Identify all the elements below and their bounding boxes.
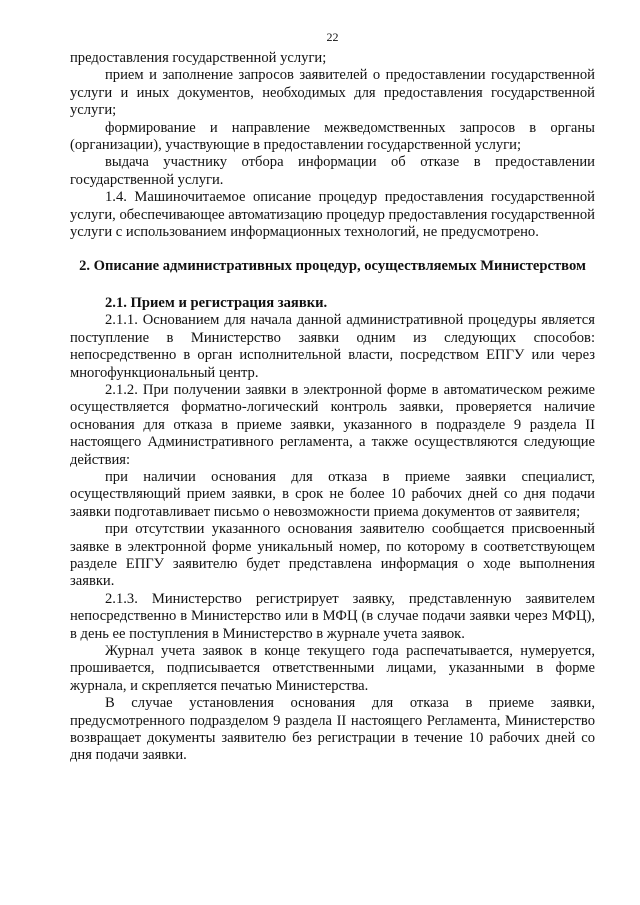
paragraph-clause-2-1-1: 2.1.1. Основанием для начала данной административной процедуры является поступление в Министерство заявки одним из следующих способов: непосредственно в орган исполнительной власти, посредством ЕПГУ или через многофункциональный центр. <box>70 312 595 381</box>
paragraph-refusal: В случае установления основания для отказа в приеме заявки, предусмотренного подразделом 9 раздела II настоящего Регламента, Министерство возвращает документы заявителю без регистрации в течение 10 рабочих дней со дня подачи заявки. <box>70 695 595 764</box>
paragraph-list-item: формирование и направление межведомственных запросов в органы (организации), участвующие в предоставлении государственной услуги; <box>70 119 595 154</box>
paragraph-clause-2-1-3: 2.1.3. Министерство регистрирует заявку, представленную заявителем непосредственно в Министерство или в МФЦ (в случае подачи заявки через МФЦ), в день ее поступления в Министерство в журнале учета заявок. <box>70 590 595 642</box>
paragraph-list-item: при наличии основания для отказа в приеме заявки специалист, осуществляющий прием заявки, в срок не более 10 рабочих дней со дня подачи заявки подготавливает письмо о невозможности приема документов от заявителя; <box>70 468 595 520</box>
paragraph-list-item: прием и заполнение запросов заявителей о предоставлении государственной услуги и иных документов, необходимых для предоставления государственной услуги; <box>70 67 595 119</box>
paragraph-list-item: выдача участнику отбора информации об отказе в предоставлении государственной услуги. <box>70 154 595 188</box>
paragraph-clause-1-4: 1.4. Машиночитаемое описание процедур предоставления государственной услуги, обеспечивающее автоматизацию процедур предоставления государственной услуги с использованием информационных технологий, не предусмотрено. <box>70 189 595 241</box>
paragraph-list-item: при отсутствии указанного основания заявителю сообщается присвоенный заявке в электронной форме уникальный номер, по которому в соответствующем разделе ЕПГУ заявителю будет представлена информация о ходе выполнения заявки. <box>70 521 595 590</box>
paragraph-clause-2-1-2: 2.1.2. При получении заявки в электронной форме в автоматическом режиме осуществляется форматно-логический контроль заявки, проверяется наличие основания для отказа в приеме заявки, указанного в подразделе 9 раздела II настоящего Административного регламента, а также осуществляются следующие действия: <box>70 381 595 468</box>
page-number: 22 <box>326 30 339 44</box>
subsection-heading: 2.1. Прием и регистрация заявки. <box>105 294 328 311</box>
section-heading: 2. Описание административных процедур, осуществляемых Министерством <box>79 258 586 275</box>
paragraph-journal: Журнал учета заявок в конце текущего года распечатывается, нумеруется, прошивается, подписывается ответственными лицами, указанными в форме журнала, и скрепляется печатью Министерства. <box>70 643 595 694</box>
paragraph-continuation: предоставления государственной услуги; <box>70 50 327 66</box>
